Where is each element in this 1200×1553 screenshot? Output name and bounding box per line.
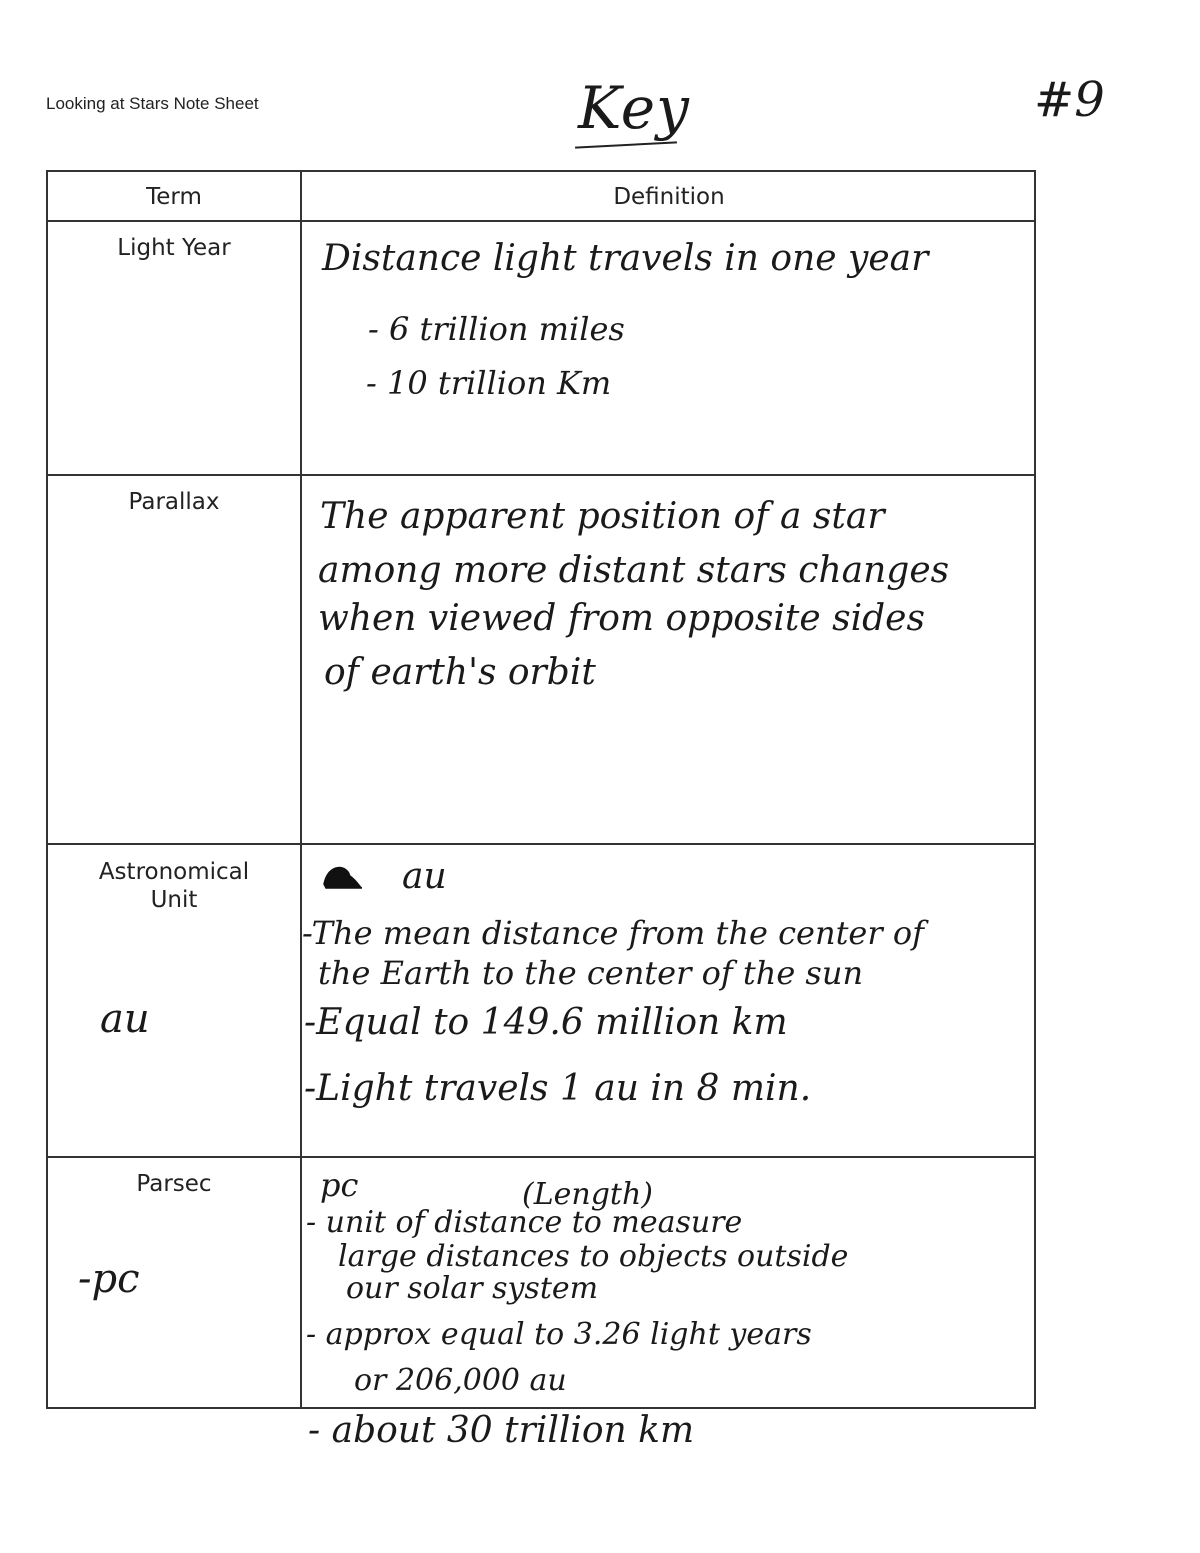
definition-line: - 6 trillion miles: [368, 310, 625, 348]
definition-line: - approx equal to 3.26 light years: [306, 1317, 812, 1352]
definition-line: -Light travels 1 au in 8 min.: [304, 1068, 812, 1109]
row-divider: [48, 1156, 1034, 1158]
definition-line: The apparent position of a star: [320, 496, 885, 537]
definition-line: our solar system: [346, 1271, 599, 1306]
definition-line: the Earth to the center of the sun: [318, 954, 864, 992]
definition-line: -Equal to 149.6 million km: [304, 1002, 788, 1043]
definition-line: among more distant stars changes: [318, 550, 950, 591]
definition-line: pc: [320, 1166, 359, 1204]
footer-note: - about 30 trillion km: [308, 1410, 695, 1451]
term-line: Astronomical: [98, 859, 250, 885]
header-row-divider: [48, 220, 1034, 222]
definition-line: (Length): [522, 1177, 653, 1212]
definition-line: -The mean distance from the center of: [302, 914, 924, 952]
row-divider: [48, 474, 1034, 476]
row-divider: [48, 843, 1034, 845]
definition-line: - unit of distance to measure: [306, 1205, 743, 1240]
definition-line: large distances to objects outside: [338, 1239, 849, 1274]
term-line: Unit: [150, 887, 198, 913]
scribble-mark: [320, 862, 364, 892]
column-divider: [300, 172, 302, 1407]
key-underline: [575, 141, 677, 148]
column-header-term: Term: [146, 184, 202, 210]
definition-line: au: [402, 856, 447, 897]
definition-line: of earth's orbit: [324, 652, 596, 693]
key-label: Key: [578, 74, 690, 142]
term-parsec: Parsec: [136, 1171, 212, 1197]
definition-line: or 206,000 au: [354, 1363, 567, 1398]
term-parallax: Parallax: [128, 489, 220, 515]
term-light-year: Light Year: [117, 235, 231, 261]
sheet-title: Looking at Stars Note Sheet: [46, 94, 259, 113]
term-abbreviation: -pc: [78, 1256, 140, 1302]
page-number: #9: [1034, 72, 1105, 128]
term-abbreviation: au: [100, 996, 150, 1042]
definition-line: when viewed from opposite sides: [318, 598, 925, 639]
definition-line: Distance light travels in one year: [322, 238, 929, 279]
definition-line: - 10 trillion Km: [366, 364, 612, 402]
notes-table: [46, 170, 1036, 1409]
term-astronomical-unit: [48, 858, 300, 914]
column-header-definition: Definition: [613, 184, 725, 210]
